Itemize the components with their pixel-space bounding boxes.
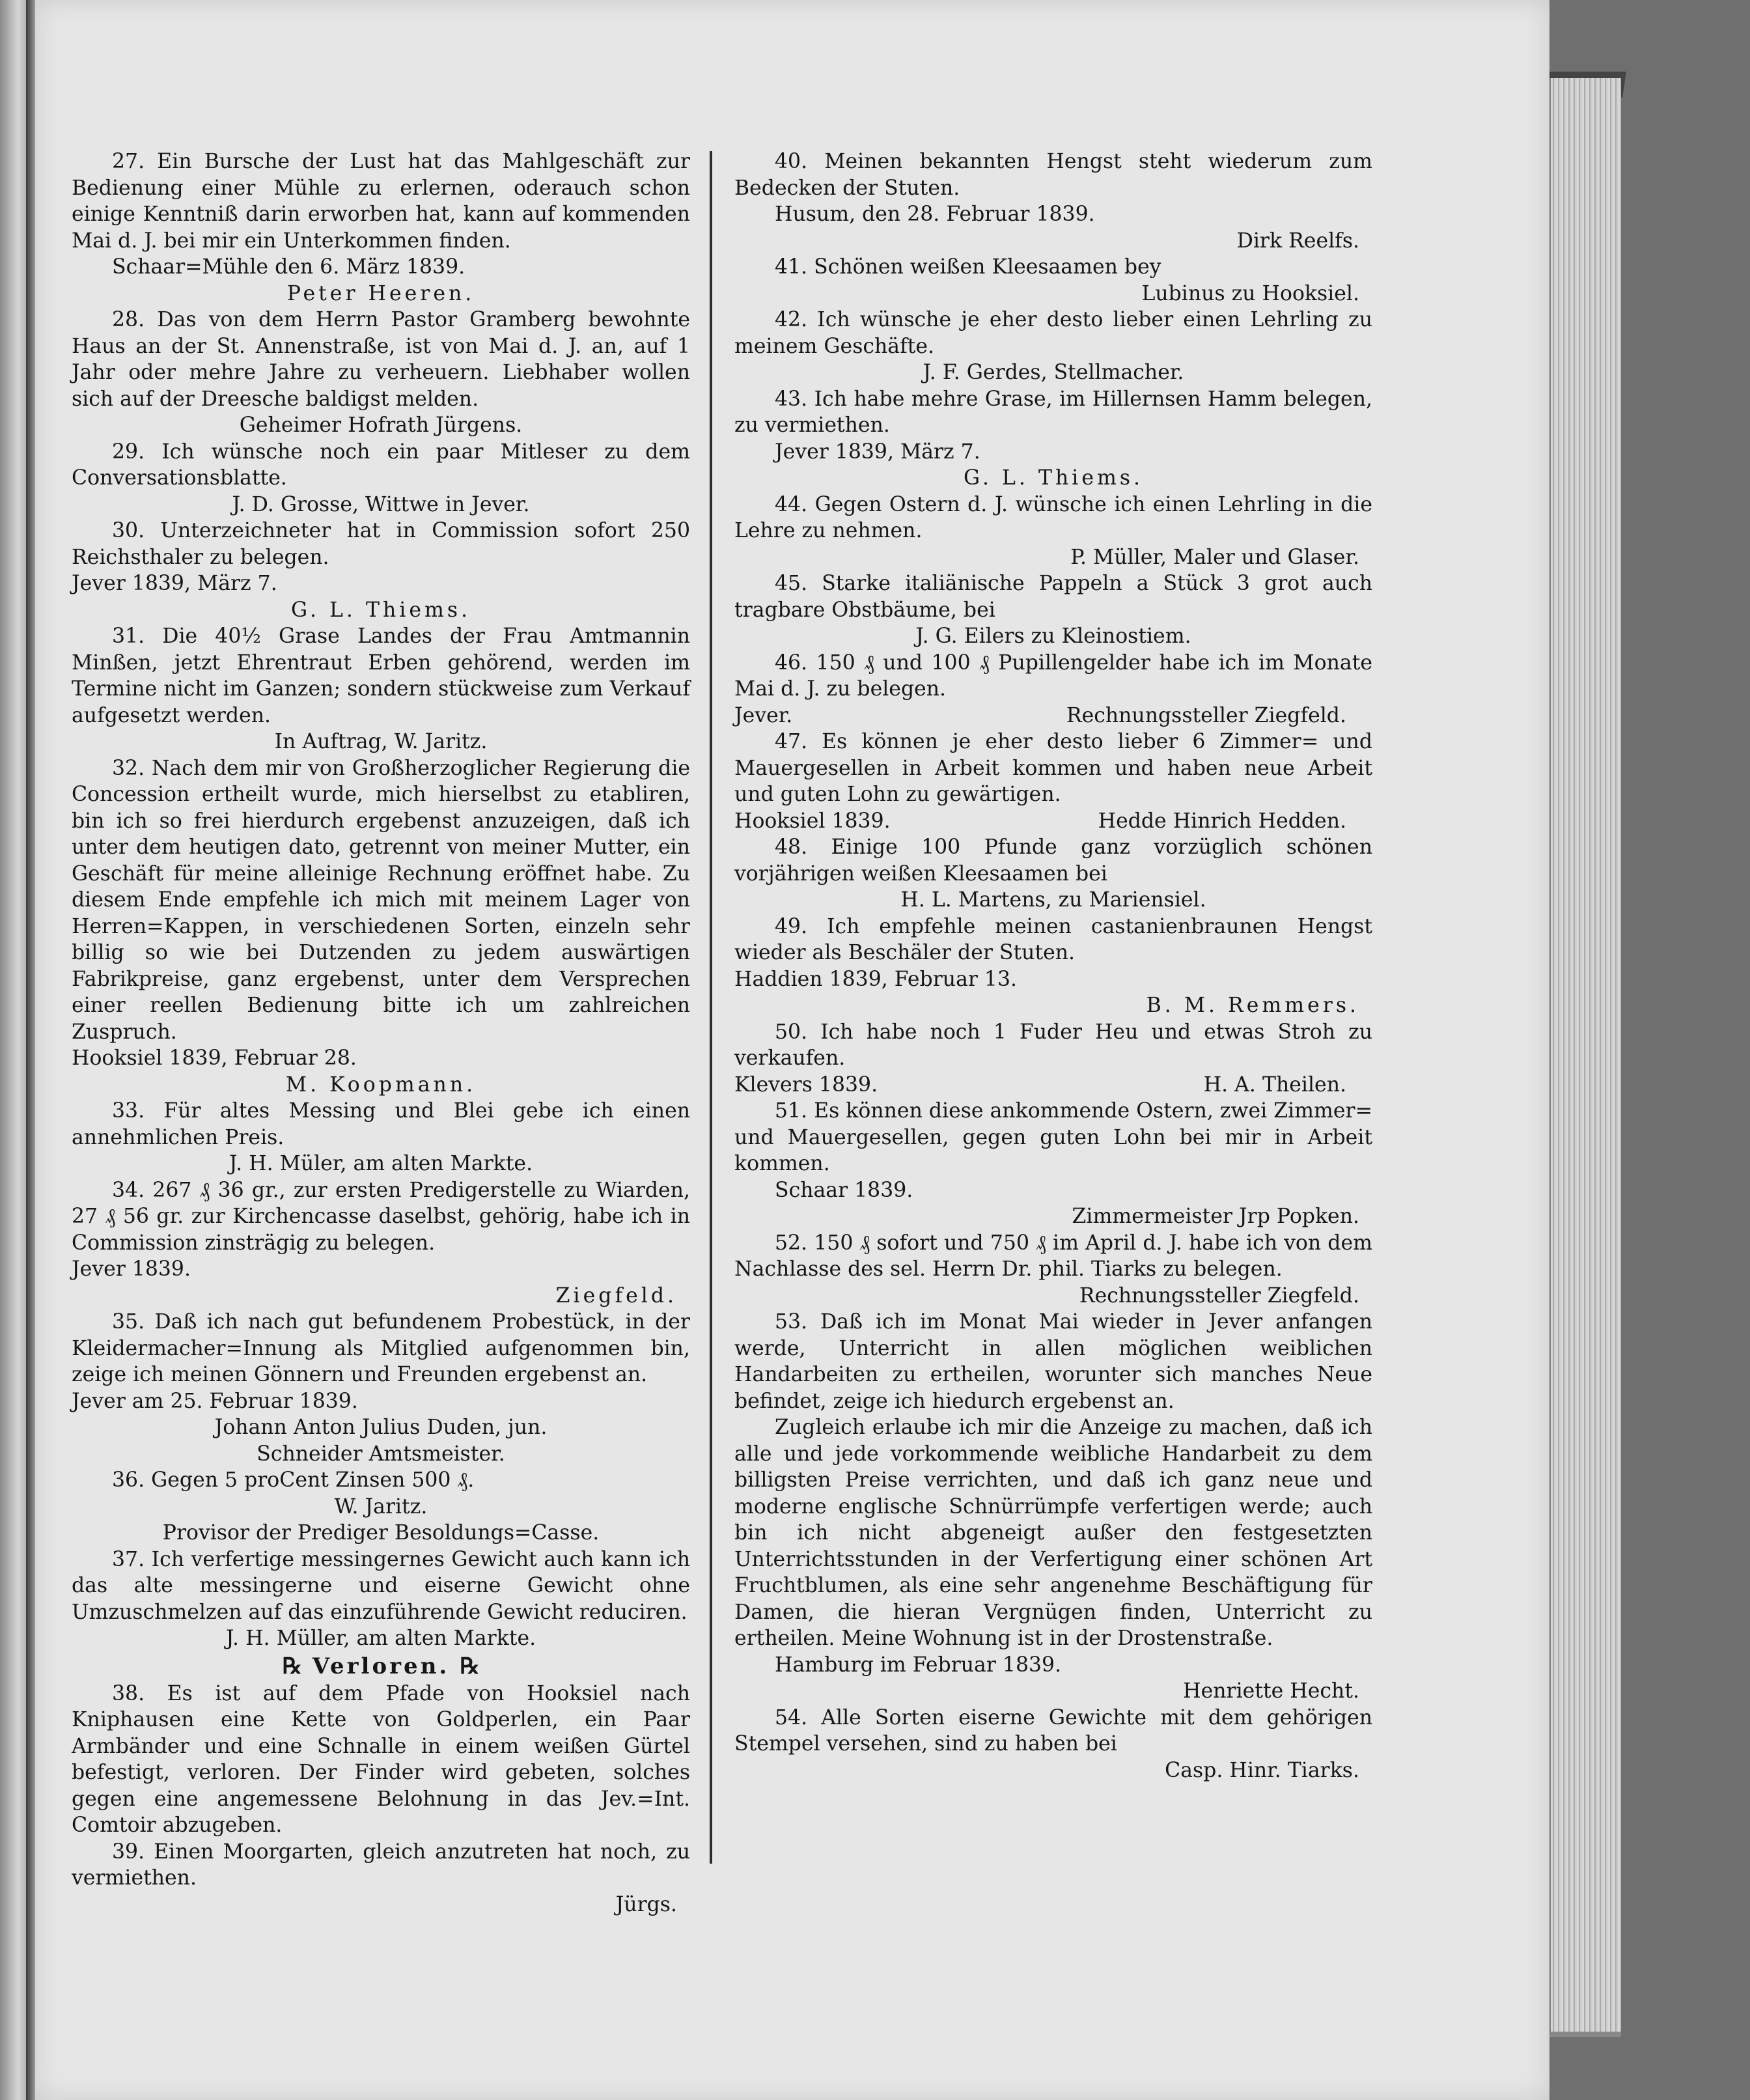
ad-33 [72, 1098, 690, 1177]
ad-40 [734, 148, 1372, 254]
column-rule [710, 151, 712, 1864]
ad-30 [72, 518, 690, 623]
ad-47 [734, 729, 1372, 834]
ad-signature: Jürgs. [615, 1892, 677, 1916]
ad-text: 37. Ich verfertige messingernes Gewicht auch kann ich das alte messingerne und eiserne Gewicht ohne Umzuschmelzen auf das einzuführende Gewicht reduciren. [72, 1547, 690, 1624]
ad-place-date: Jever 1839, März 7. [72, 572, 277, 595]
ad-38 [72, 1681, 690, 1839]
ad-text: 32. Nach dem mir von Großherzoglicher Regierung die Concession ertheilt wurde, mich hierselbst zu etabliren, bin ich so frei hierdurch ergebenst anzuzeigen, daß ich unter dem heutigen dato, getrennt von meiner Mutter, ein Geschäft für meine alleinige Rechnung eröffnet habe. Zu diesem Ende empfehle ich mich mit meinem Lager von Herren=Kappen, in verschiedenen Sorten, einzeln sehr billig so wie bei Dutzenden zu jedem auswärtigen Fabrikpreise, ganz ergebenst, unter dem Versprechen einer reellen Bedienung bitte ich um zahlreichen Zuspruch. [72, 756, 690, 1044]
ad-footer [734, 1072, 1372, 1099]
ad-54 [734, 1705, 1372, 1784]
ad-signature: Henriette Hecht. [1183, 1679, 1359, 1703]
right-column [734, 148, 1372, 1784]
ad-text: 54. Alle Sorten eiserne Gewichte mit dem gehörigen Stempel versehen, sind zu haben bei [734, 1705, 1372, 1756]
ad-text: 27. Ein Bursche der Lust hat das Mahlgeschäft zur Bedienung einer Mühle zu erlernen, oderauch schon einige Kenntniß darin erworben hat, kann auf kommenden Mai d. J. bei mir ein Unterkommen finden. [72, 150, 690, 253]
ad-signature: Rechnungssteller Ziegfeld. [1066, 703, 1346, 727]
ad-52 [734, 1230, 1372, 1309]
ad-signature: G. L. Thiems. [290, 598, 471, 622]
ad-place-date: Hamburg im Februar 1839. [775, 1653, 1062, 1677]
ad-footer [734, 808, 1372, 835]
ad-text: 40. Meinen bekannten Hengst steht wiederum zum Bedecken der Stuten. [734, 150, 1372, 200]
ad-signature: Lubinus zu Hooksiel. [1141, 281, 1359, 305]
ad-signature: Geheimer Hofrath Jürgens. [239, 413, 523, 437]
ad-signature: Casp. Hinr. Tiarks. [1165, 1758, 1359, 1782]
ad-signature: B. M. Remmers. [1146, 994, 1359, 1017]
ad-text: 41. Schönen weißen Kleesaamen bey [775, 255, 1161, 279]
ad-51 [734, 1098, 1372, 1230]
ad-signature-title: Provisor der Prediger Besoldungs=Casse. [162, 1521, 600, 1545]
ad-text: 33. Für altes Messing und Blei gebe ich einen annehmlichen Preis. [72, 1099, 690, 1149]
ad-text: 28. Das von dem Herrn Pastor Gramberg bewohnte Haus an der St. Annenstraße, ist von Mai d. J. an, auf 1 Jahr oder mehre Jahre zu verheuern. Liebhaber wollen sich auf der Dreesche baldigst melden. [72, 308, 690, 411]
ad-signature: P. Müller, Maler und Glaser. [1070, 545, 1359, 569]
ad-signature: Zimmermeister Jrp Popken. [1072, 1205, 1359, 1228]
ad-place-date: Schaar=Mühle den 6. März 1839. [112, 255, 465, 279]
ad-41 [734, 254, 1372, 307]
ad-signature: W. Jaritz. [334, 1494, 428, 1519]
ad-place: Hooksiel 1839. [734, 809, 891, 833]
ad-signature: H. L. Martens, zu Mariensiel. [900, 888, 1206, 912]
section-heading-lost [72, 1652, 690, 1681]
ad-signature: M. Koopmann. [285, 1072, 477, 1097]
ad-signature: Rechnungssteller Ziegfeld. [1079, 1283, 1359, 1308]
ad-signature: Ziegfeld. [555, 1283, 677, 1308]
ad-43 [734, 386, 1372, 492]
ad-text: 44. Gegen Ostern d. J. wünsche ich einen Lehrling in die Lehre zu nehmen. [734, 492, 1372, 542]
ad-place-date: Jever 1839. [72, 1257, 191, 1281]
ad-text: 46. 150 ₰ und 100 ₰ Pupillengelder habe ich im Monate Mai d. J. zu belegen. [734, 651, 1372, 701]
ad-36 [72, 1467, 690, 1547]
ad-42 [734, 307, 1372, 386]
ad-signature: In Auftrag, W. Jaritz. [274, 730, 488, 753]
ad-text: 35. Daß ich nach gut befundenem Probestück, in der Kleidermacher=Innung als Mitglied aufgenommen bin, zeige ich meinen Gönnern und Freunden ergebenst an. [72, 1310, 690, 1386]
ad-35 [72, 1309, 690, 1467]
ad-place-date: Hooksiel 1839, Februar 28. [72, 1046, 357, 1070]
ad-44 [734, 492, 1372, 571]
ad-text: 53. Daß ich im Monat Mai wieder in Jever anfangen werde, Unterricht in allen möglichen weiblichen Handarbeiten zu ertheilen, worunter sich manches Neue befindet, zeige ich hiedurch ergebenst an. [734, 1310, 1372, 1413]
ad-text: 42. Ich wünsche je eher desto lieber einen Lehrling zu meinem Geschäfte. [734, 308, 1372, 358]
ad-32 [72, 755, 690, 1099]
ad-text: 36. Gegen 5 proCent Zinsen 500 ₰. [112, 1468, 475, 1492]
ad-text: 30. Unterzeichneter hat in Commission sofort 250 Reichsthaler zu belegen. [72, 519, 690, 569]
previous-page-edge [0, 0, 26, 2100]
ad-signature: H. A. Theilen. [1203, 1072, 1346, 1097]
ad-27 [72, 148, 690, 307]
ad-text: 31. Die 40½ Grase Landes der Frau Amtmannin Minßen, jetzt Ehrentraut Erben gehörend, werden im Termine nicht im Ganzen; sondern stückweise zum Verkauf aufgesetzt werden. [72, 624, 690, 727]
ad-text: 49. Ich empfehle meinen castanienbraunen Hengst wieder als Beschäler der Stuten. [734, 914, 1372, 964]
ad-place-date: Husum, den 28. Februar 1839. [775, 203, 1095, 226]
ad-place: Klevers 1839. [734, 1072, 878, 1097]
book-page-edges [1549, 78, 1621, 2037]
ad-place-date: Schaar 1839. [775, 1178, 913, 1202]
ad-signature: Dirk Reelfs. [1236, 229, 1359, 253]
ad-signature: Johann Anton Julius Duden, jun. [214, 1416, 548, 1439]
ad-37 [72, 1547, 690, 1652]
ad-53 [734, 1309, 1372, 1705]
ad-28 [72, 307, 690, 439]
ad-signature: J. H. Müller, am alten Markte. [225, 1627, 536, 1650]
book-gutter [26, 0, 35, 2100]
ad-place: Jever. [734, 703, 793, 727]
ad-45 [734, 570, 1372, 650]
ad-signature: G. L. Thiems. [963, 466, 1144, 490]
ad-48 [734, 834, 1372, 914]
ad-text: 47. Es können je eher desto lieber 6 Zimmer= und Mauergesellen in Arbeit kommen und haben neue Arbeit und guten Lohn zu gewärtigen. [734, 730, 1372, 806]
ad-signature: J. G. Eilers zu Kleinostiem. [915, 624, 1191, 648]
ad-text-continued: Zugleich erlaube ich mir die Anzeige zu machen, daß ich alle und jede vorkommende weibliche Handarbeit zu dem billigsten Preise verrichten, und daß ich ganz neue und moderne englische Schnürrümpfe verfertigen werde; auch bin ich nicht abgeneigt außer den festgesetzten Unterrichtsstunden in der Verfertigung einer schönen Art Fruchtblumen, als eine sehr angenehme Beschäftigung für Damen, die hieran Vergnügen finden, Unterricht zu ertheilen. Meine Wohnung ist in der Drostenstraße. [734, 1416, 1372, 1650]
ad-text: 51. Es können diese ankommende Ostern, zwei Zimmer= und Mauergesellen, gegen guten Lohn bei mir in Arbeit kommen. [734, 1099, 1372, 1175]
ad-text: 48. Einige 100 Pfunde ganz vorzüglich schönen vorjährigen weißen Kleesaamen bei [734, 835, 1372, 886]
ad-text: 52. 150 ₰ sofort und 750 ₰ im April d. J. habe ich von dem Nachlasse des sel. Herrn Dr. phil. Tiarks zu belegen. [734, 1231, 1372, 1281]
ad-text: 50. Ich habe noch 1 Fuder Heu und etwas Stroh zu verkaufen. [734, 1020, 1372, 1070]
ad-text: 45. Starke italiänische Pappeln a Stück 3 grot auch tragbare Obstbäume, bei [734, 572, 1372, 622]
left-column [72, 148, 690, 1918]
ad-text: 38. Es ist auf dem Pfade von Hooksiel nach Kniphausen eine Kette von Goldperlen, ein Paar Armbänder und eine Schnalle in einem weißen Gürtel befestigt, verloren. Der Finder wird gebeten, solches gegen eine angemessene Belohnung in das Jev.=Int. Comtoir abzugeben. [72, 1681, 690, 1837]
ad-footer [734, 703, 1372, 729]
ad-34 [72, 1177, 690, 1309]
ad-signature: J. D. Grosse, Wittwe in Jever. [232, 492, 530, 516]
ad-signature: J. H. Müler, am alten Markte. [229, 1152, 533, 1175]
ad-place-date: Jever 1839, März 7. [775, 440, 980, 464]
ad-46 [734, 650, 1372, 729]
ad-signature: Peter Heeren. [286, 281, 475, 305]
ad-49 [734, 914, 1372, 1019]
ad-signature: J. F. Gerdes, Stellmacher. [923, 361, 1184, 384]
section-title: Verloren. [312, 1653, 450, 1679]
ornament-right-icon: ℞ [460, 1653, 480, 1679]
ad-text: 39. Einen Moorgarten, gleich anzutreten hat noch, zu vermiethen. [72, 1840, 690, 1890]
ornament-left-icon: ℞ [282, 1653, 302, 1679]
ad-text: 43. Ich habe mehre Grase, im Hillernsen Hamm belegen, zu vermiethen. [734, 387, 1372, 437]
ad-31 [72, 623, 690, 755]
ad-place-date: Haddien 1839, Februar 13. [734, 967, 1018, 991]
ad-signature-title: Schneider Amtsmeister. [257, 1442, 505, 1466]
ad-text: 34. 267 ₰ 36 gr., zur ersten Predigerstelle zu Wiarden, 27 ₰ 56 gr. zur Kirchencasse daselbst, gehörig, habe ich in Commission zinsträgig zu belegen. [72, 1178, 690, 1255]
ad-50 [734, 1019, 1372, 1099]
ad-signature: Hedde Hinrich Hedden. [1098, 809, 1346, 833]
ad-text: 29. Ich wünsche noch ein paar Mitleser zu dem Conversationsblatte. [72, 440, 690, 490]
ad-place-date: Jever am 25. Februar 1839. [72, 1389, 358, 1413]
ad-29 [72, 439, 690, 518]
ad-39 [72, 1839, 690, 1918]
